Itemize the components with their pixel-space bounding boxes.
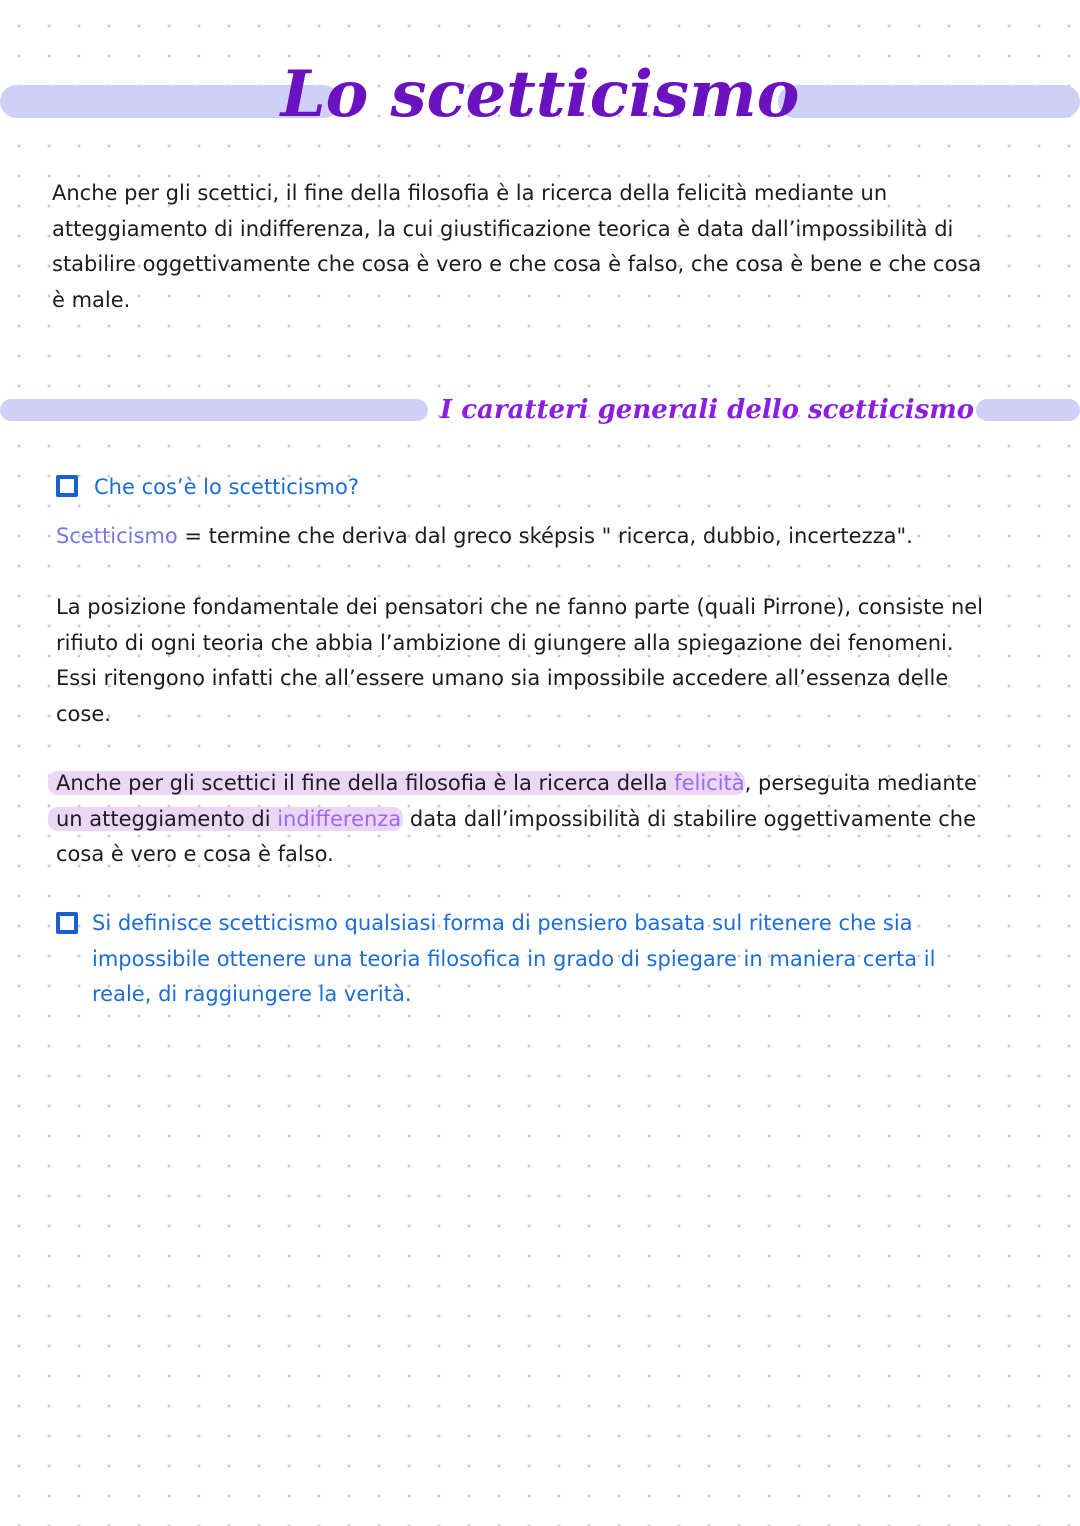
position-paragraph: La posizione fondamentale dei pensatori che ne fanno parte (quali Pirrone), consiste nel rifiuto di ogni teoria che abbia l’ambizione di giungere alla spiegazione dei fenomeni. Essi ritengono infatti che all’essere umano sia impossibile accedere all’essenza delle cose. xyxy=(56,595,984,726)
checkbox-icon[interactable] xyxy=(56,475,78,497)
definition-line xyxy=(56,519,913,555)
intro-paragraph: Anche per gli scettici, il fine della filosofia è la ricerca della felicità mediante un atteggiamento di indifferenza, la cui giustificazione teorica è data dall’impossibilità di stabilire oggettivamente che cosa è vero e che cosa è falso, che cosa è bene e che cosa è male. xyxy=(52,181,982,312)
section-band-right xyxy=(976,399,1080,421)
keyword-felicita: felicità xyxy=(674,771,745,795)
highlight-line-1 xyxy=(48,766,977,802)
definition-term: Scetticismo xyxy=(56,524,178,548)
highlight-line-2 xyxy=(48,802,976,838)
highlight-line-3: cosa è vero e cosa è falso. xyxy=(56,842,334,866)
highlight-text: Anche per gli scettici il fine della filosofia è la ricerca della xyxy=(56,771,675,795)
page-title: Lo scetticismo xyxy=(280,57,800,132)
highlight-text: un atteggiamento di xyxy=(56,807,278,831)
keyword-indifferenza: indifferenza xyxy=(277,807,402,831)
section-band-left xyxy=(0,399,428,421)
question-text: Che cos’è lo scetticismo? xyxy=(94,475,360,499)
conclusion-paragraph: Si definisce scetticismo qualsiasi forma di pensiero basata sul ritenere che sia impossibile ottenere una teoria filosofica in grado di spiegare in maniera certa il reale, di raggiungere la verità. xyxy=(92,911,936,1006)
section-heading: I caratteri generali dello scetticismo xyxy=(440,395,975,425)
definition-text: = termine che deriva dal greco sképsis " ricerca, dubbio, incertezza". xyxy=(177,524,913,548)
highlight-text-tail: data dall’impossibilità di stabilire oggettivamente che xyxy=(403,807,976,831)
checkbox-icon[interactable] xyxy=(56,912,78,934)
highlight-text-tail: , perseguita mediante xyxy=(744,771,977,795)
